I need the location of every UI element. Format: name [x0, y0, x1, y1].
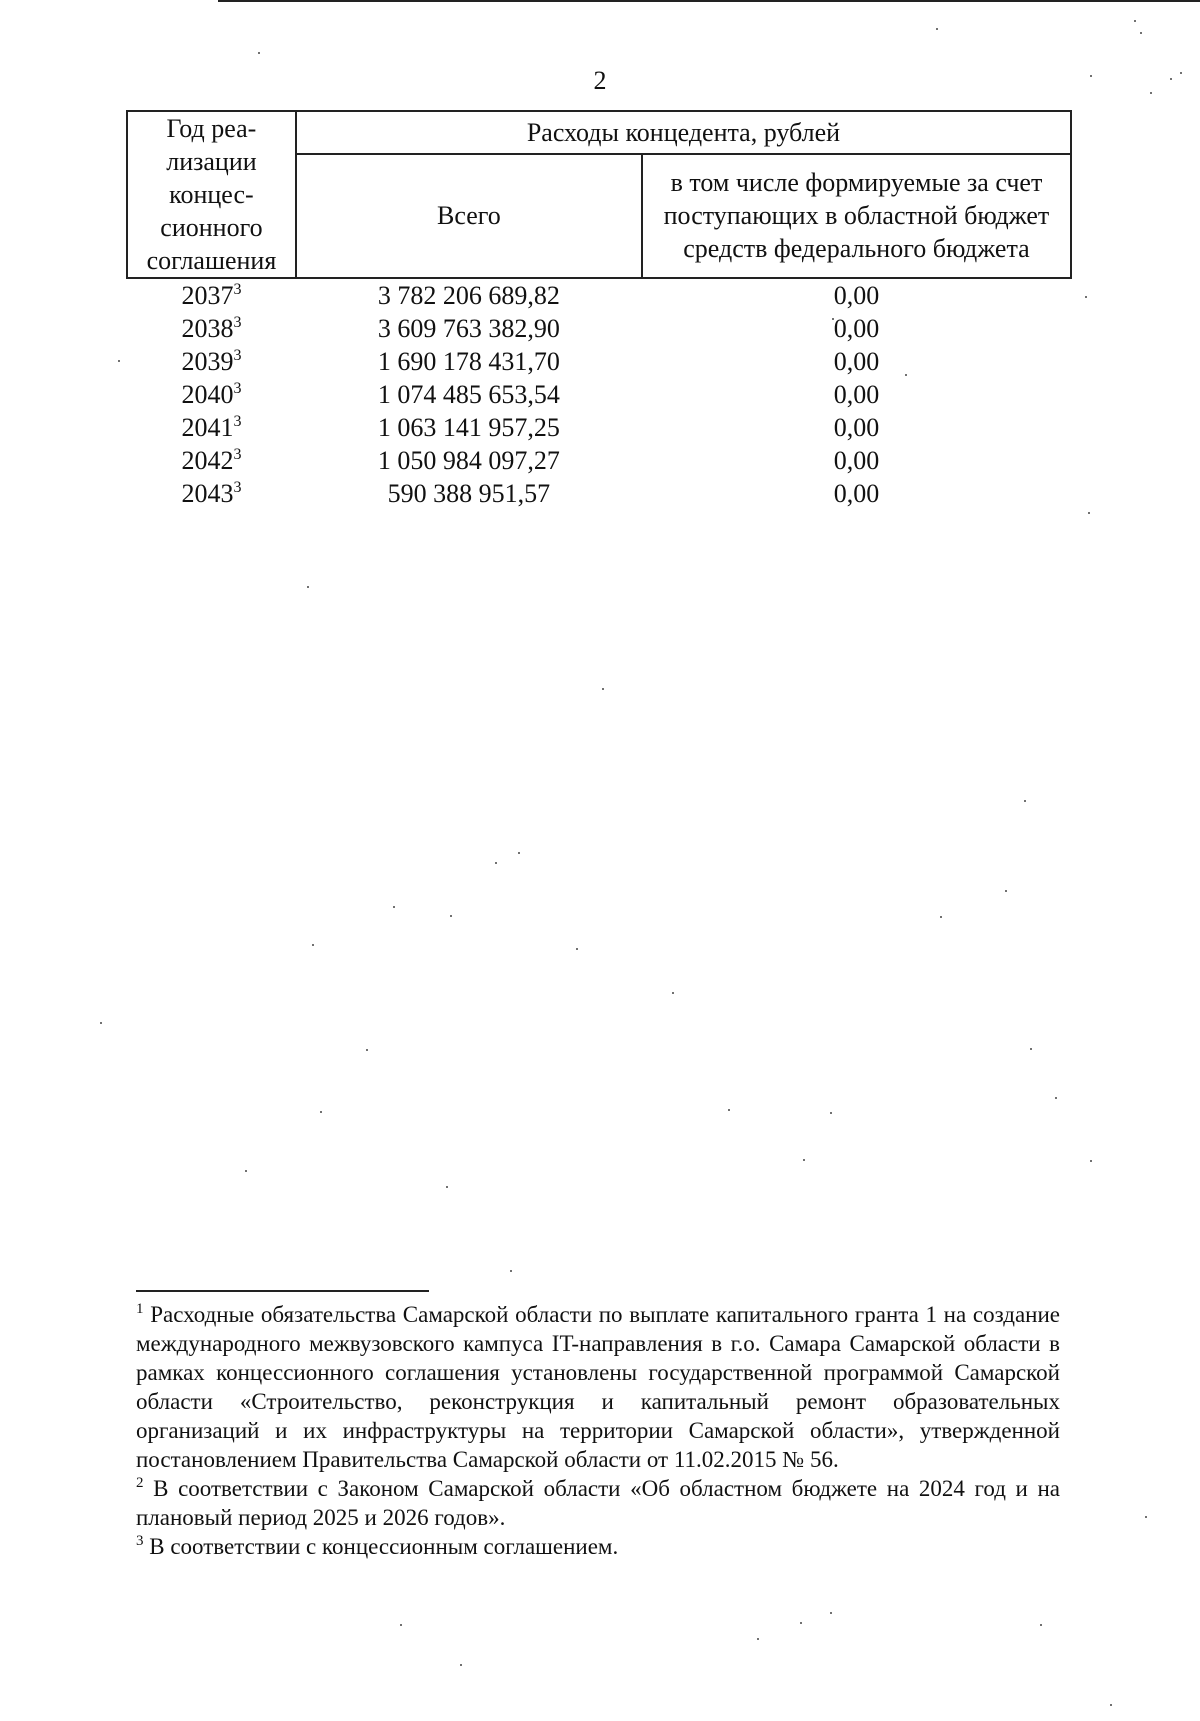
scan-speck [830, 1612, 832, 1614]
total-cell: 590 388 951,57 [387, 479, 551, 508]
scan-speck [510, 1270, 512, 1272]
footnote-mark: 3 [136, 1533, 144, 1549]
year-cell [127, 477, 296, 510]
total-cell: 1 063 141 957,25 [377, 413, 560, 442]
scan-speck [905, 374, 907, 376]
footnote-mark: 1 [136, 1301, 144, 1317]
table-row [127, 378, 1071, 411]
footnote-reference: 3 [233, 281, 242, 298]
scan-speck [518, 852, 520, 854]
year-cell [127, 345, 296, 378]
year-cell [127, 378, 296, 411]
scan-speck [832, 318, 834, 320]
scan-speck [1088, 512, 1090, 514]
scan-speck [803, 1159, 805, 1161]
header-total: Всего [296, 154, 642, 278]
footnote-separator [136, 1290, 429, 1292]
scan-speck [307, 586, 309, 588]
scan-speck [757, 1638, 759, 1640]
year-cell [127, 312, 296, 345]
scan-speck [1024, 800, 1026, 802]
scan-speck [672, 992, 674, 994]
scan-speck [940, 916, 942, 918]
federal-cell: 0,00 [833, 479, 880, 508]
table-row [127, 477, 1071, 510]
total-cell: 3 609 763 382,90 [377, 314, 560, 343]
year-value: 2041 [181, 413, 234, 442]
scan-speck [1085, 296, 1087, 298]
federal-cell: 0,00 [833, 347, 880, 376]
top-edge-rule [218, 0, 1200, 2]
scan-speck [320, 1111, 322, 1113]
federal-cell: 0,00 [833, 446, 880, 475]
federal-cell: 0,00 [833, 413, 880, 442]
scan-speck [830, 1112, 832, 1114]
scan-speck [245, 1170, 247, 1172]
scan-speck [1150, 92, 1152, 94]
scan-speck [400, 1624, 402, 1626]
year-cell [127, 444, 296, 477]
footnote-3 [136, 1532, 1060, 1561]
year-value: 2038 [181, 314, 234, 343]
scan-speck [1145, 1516, 1147, 1518]
year-value: 2043 [181, 479, 234, 508]
scan-speck [495, 862, 497, 864]
year-value: 2042 [181, 446, 234, 475]
scan-speck [1110, 1704, 1112, 1706]
footnote-mark: 2 [136, 1475, 144, 1491]
table-row [127, 444, 1071, 477]
scan-speck [602, 688, 604, 690]
footnote-reference: 3 [233, 347, 242, 364]
footnote-reference: 3 [233, 446, 242, 463]
table-row [127, 345, 1071, 378]
concession-expenses-table [126, 110, 1072, 510]
year-value: 2039 [181, 347, 234, 376]
scan-speck [446, 1186, 448, 1188]
table-body [127, 278, 1071, 510]
year-cell [127, 411, 296, 444]
total-cell: 3 782 206 689,82 [377, 281, 560, 310]
federal-cell: 0,00 [833, 314, 880, 343]
year-cell [127, 278, 296, 312]
total-cell: 1 050 984 097,27 [377, 446, 560, 475]
footnote-text: В соответствии с Законом Самарской области «Об областном бюджете на 2024 год и на плановый период 2025 и 2026 годов». [136, 1476, 1060, 1530]
scan-speck [1090, 1160, 1092, 1162]
scan-speck [258, 52, 260, 54]
scan-speck [1005, 890, 1007, 892]
year-value: 2040 [181, 380, 234, 409]
scan-speck [800, 1622, 802, 1624]
footnote-text: Расходные обязательства Самарской области по выплате капитального гранта 1 на создание международного межвузовского кампуса IT-направления в г.о. Самара Самарской области в рамках концессионного соглашения установлены государственной программой Самарской области «Строительство, реконструкция и капитальный ремонт образовательных организаций и их инфраструктуры на территории Самарской области», утвержденной постановлением Правительства Самарской области от 11.02.2015 № 56. [136, 1302, 1060, 1472]
scan-speck [366, 1049, 368, 1051]
total-cell: 1 074 485 653,54 [377, 380, 560, 409]
header-federal: в том числе формируемые за счет поступающих в областной бюджет средств федерального бюджета [642, 154, 1071, 278]
scan-speck [1140, 32, 1142, 34]
header-expenses: Расходы концедента, рублей [296, 111, 1071, 154]
year-value: 2037 [181, 281, 234, 310]
scan-speck [393, 906, 395, 908]
scan-speck [1134, 20, 1136, 22]
footnotes [136, 1300, 1060, 1561]
scan-speck [460, 1664, 462, 1666]
federal-cell: 0,00 [833, 380, 880, 409]
table-row [127, 312, 1071, 345]
scan-speck [1030, 1048, 1032, 1050]
footnote-2 [136, 1474, 1060, 1532]
scan-speck [728, 1109, 730, 1111]
header-year: Год реа- лизации концес- сионного соглашения [127, 111, 296, 278]
scan-speck [576, 948, 578, 950]
federal-cell: 0,00 [833, 281, 880, 310]
scan-speck [1180, 72, 1182, 74]
footnote-reference: 3 [233, 380, 242, 397]
table-row [127, 411, 1071, 444]
scan-speck [936, 28, 938, 30]
scan-speck [312, 944, 314, 946]
page-number: 2 [593, 66, 607, 95]
scan-speck [100, 1022, 102, 1024]
total-cell: 1 690 178 431,70 [377, 347, 560, 376]
scan-speck [1040, 1624, 1042, 1626]
scan-speck [1170, 78, 1172, 80]
table-row [127, 278, 1071, 312]
scan-speck [118, 360, 120, 362]
footnote-1 [136, 1300, 1060, 1474]
scan-speck [450, 915, 452, 917]
footnote-reference: 3 [233, 479, 242, 496]
footnote-text: В соответствии с концессионным соглашением. [149, 1534, 619, 1559]
scan-speck [1055, 1097, 1057, 1099]
scan-speck [1090, 75, 1092, 77]
footnote-reference: 3 [233, 413, 242, 430]
footnote-reference: 3 [233, 314, 242, 331]
